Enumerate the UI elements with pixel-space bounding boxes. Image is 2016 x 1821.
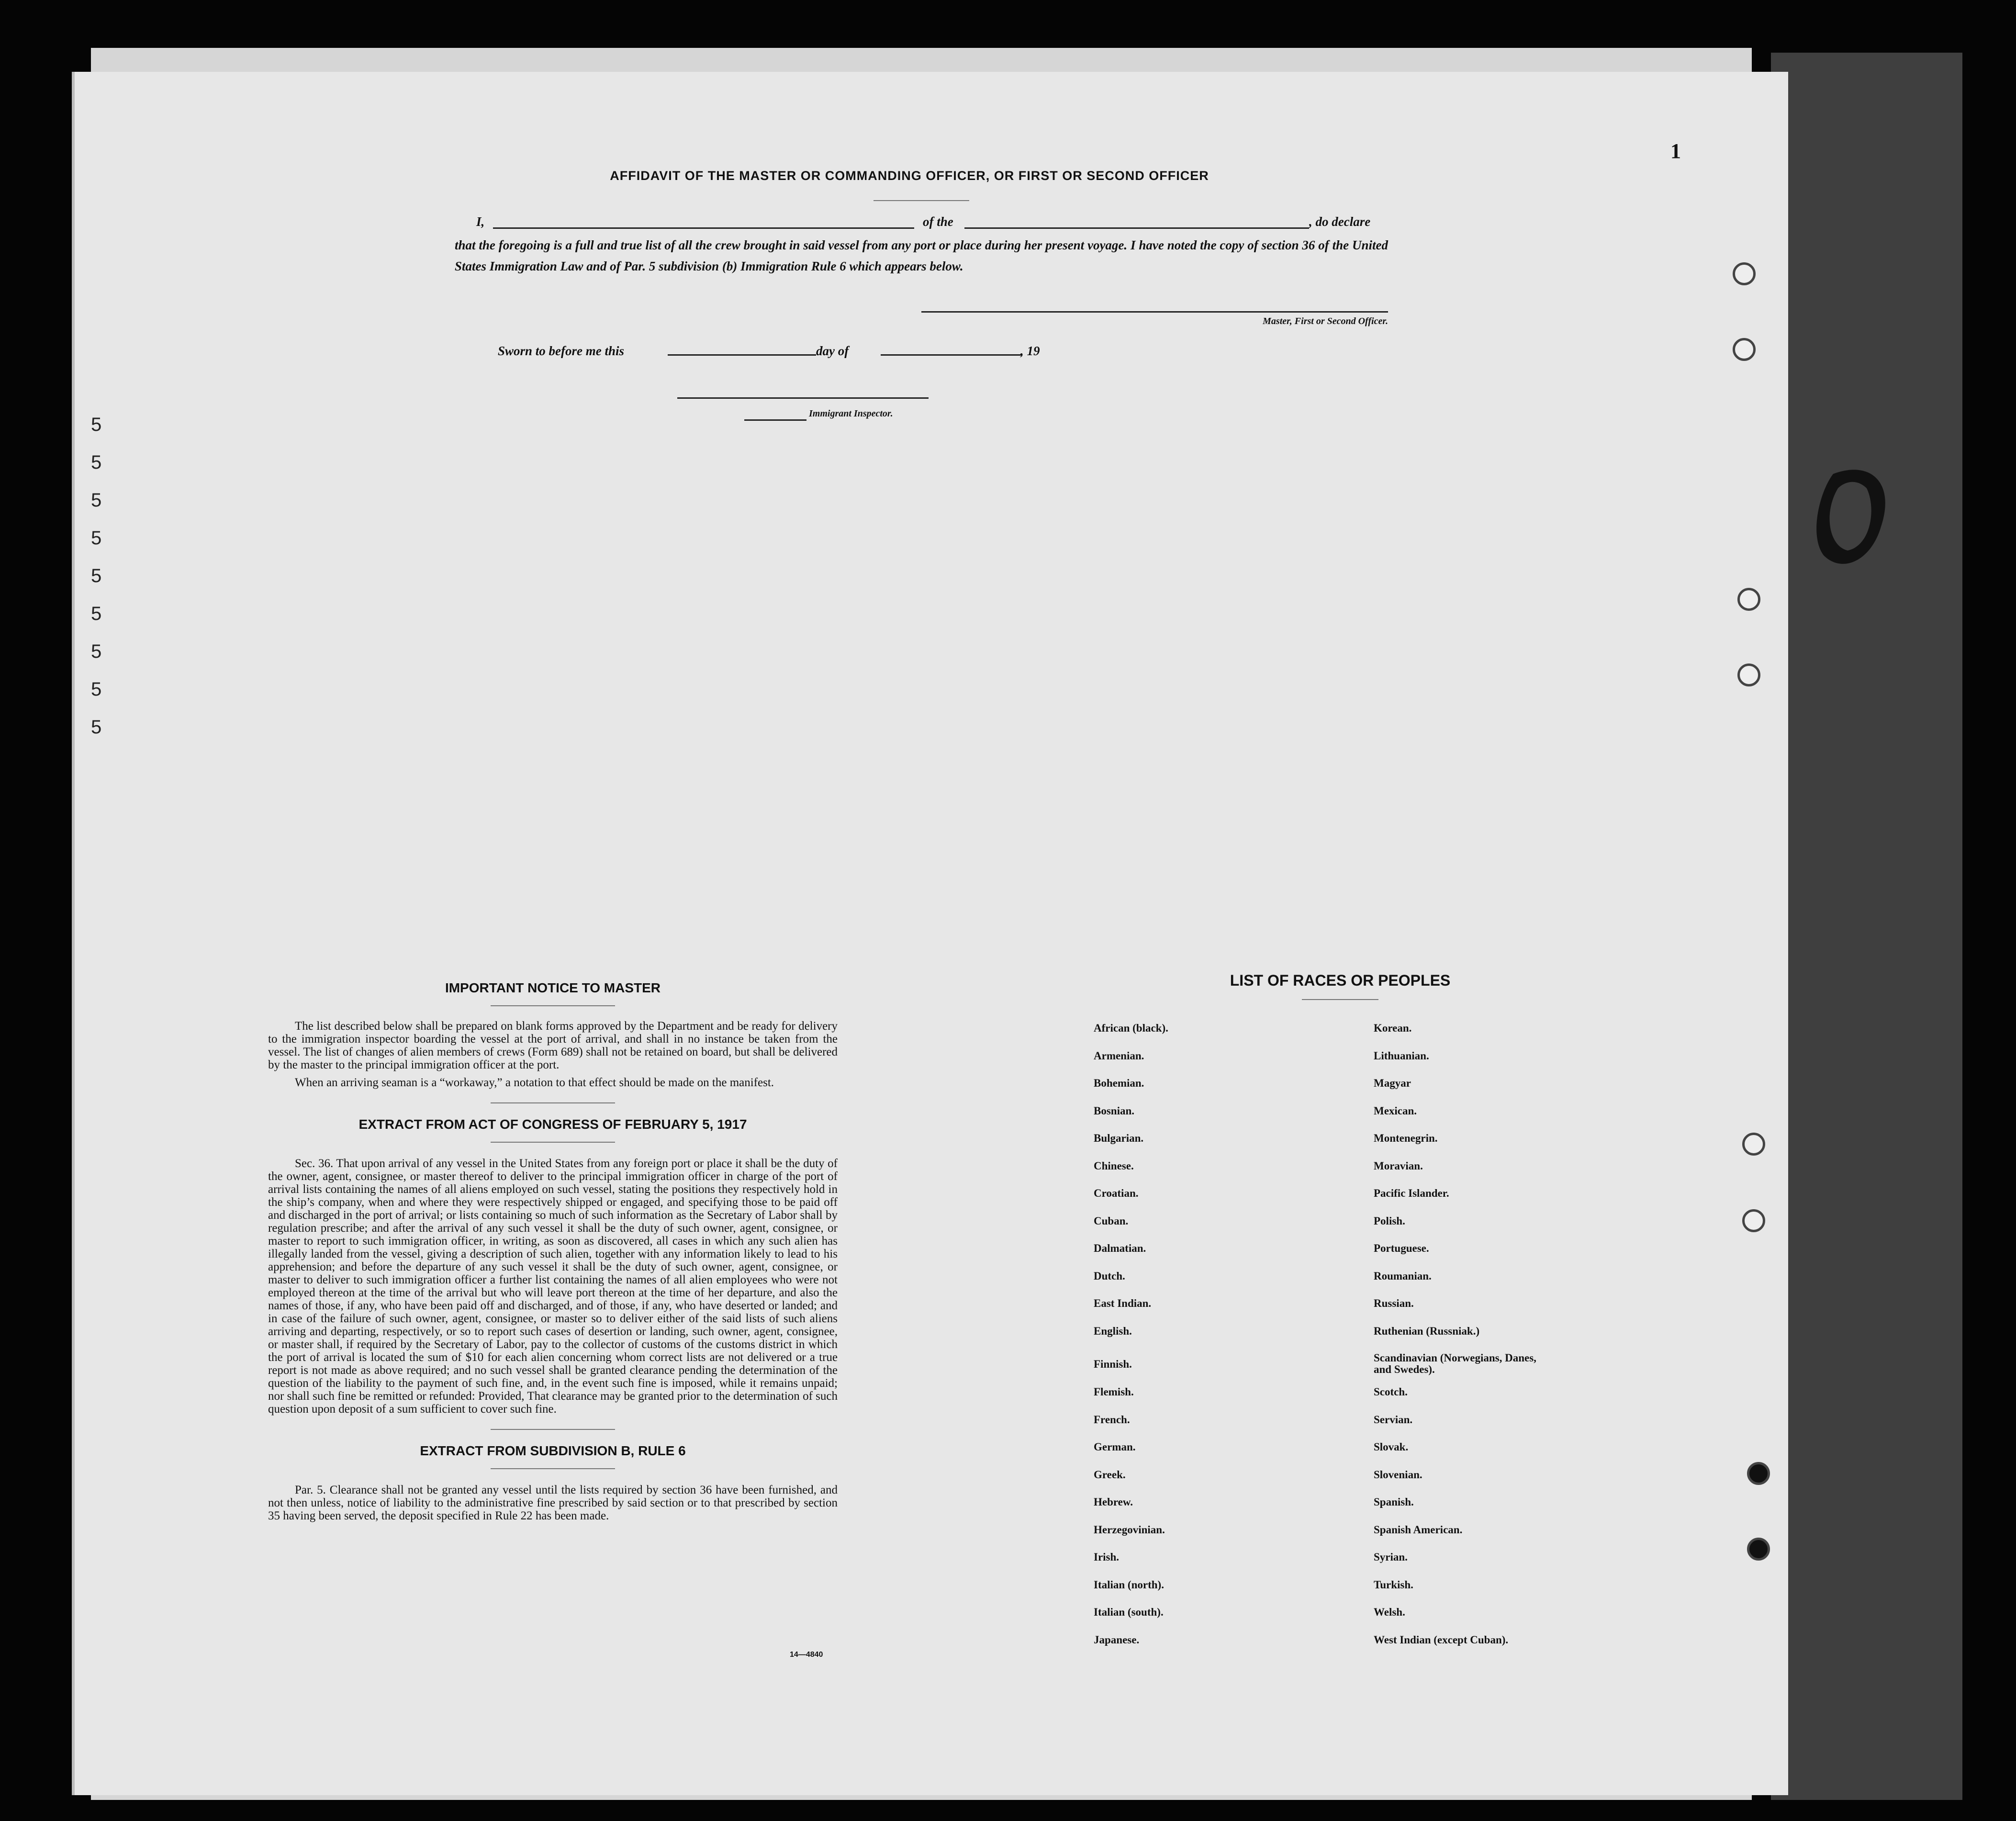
inspector-label: Immigrant Inspector. (809, 408, 893, 419)
binder-number: 5 (91, 452, 102, 473)
race-item: Dalmatian. (1094, 1242, 1146, 1254)
race-item: Bulgarian. (1094, 1132, 1144, 1144)
race-item: Hebrew. (1094, 1496, 1133, 1508)
race-item: West Indian (except Cuban). (1374, 1633, 1509, 1646)
inspector-short-line (744, 419, 806, 421)
race-item: Moravian. (1374, 1159, 1423, 1172)
handwritten-mark-icon (1804, 455, 1900, 598)
binder-number: 5 (91, 528, 102, 549)
race-item: Finnish. (1094, 1358, 1132, 1370)
sworn-day-of-label: day of (816, 344, 849, 358)
binder-hole-icon (1742, 1133, 1765, 1156)
race-item: Lithuanian. (1374, 1049, 1429, 1062)
race-item: Armenian. (1094, 1049, 1144, 1062)
race-item: Turkish. (1374, 1578, 1413, 1591)
divider (491, 1142, 615, 1143)
races-column-right (1374, 1022, 1594, 1661)
races-column-left (1094, 1022, 1314, 1661)
extract-rule-text: Par. 5. Clearance shall not be granted any vessel until the lists required by section 36 have been furnished, and not then unless, notice of liability to the administrative fine prescribed by said section or to that prescribed by section 35 having been served, the deposit specified in Rule 22 has been made. (268, 1484, 838, 1522)
race-item: Italian (north). (1094, 1578, 1164, 1591)
race-item: Cuban. (1094, 1214, 1129, 1227)
divider (874, 200, 969, 201)
background-sheet (1771, 53, 1962, 1800)
race-item: Mexican. (1374, 1104, 1417, 1117)
race-item: German. (1094, 1441, 1136, 1453)
race-item: Irish. (1094, 1551, 1120, 1563)
binder-number: 5 (91, 565, 102, 586)
affidavit-declare-label: , do declare (1309, 214, 1371, 229)
race-item: Scotch. (1374, 1386, 1408, 1398)
extract-act-heading: EXTRACT FROM ACT OF CONGRESS OF FEBRUARY 5, 1917 (358, 1117, 747, 1132)
sworn-year-label: , 19 (1020, 344, 1040, 358)
race-item: Dutch. (1094, 1270, 1125, 1282)
page-mark: 1 (1670, 139, 1681, 163)
affidavit-title: AFFIDAVIT OF THE MASTER OR COMMANDING OFFICER, OR FIRST OR SECOND OFFICER (610, 169, 1209, 183)
race-item: Portuguese. (1374, 1242, 1429, 1254)
sworn-month-line (881, 354, 1022, 356)
binder-number: 5 (91, 679, 102, 700)
vessel-blank-line (964, 227, 1309, 229)
inspector-signature-line (677, 397, 929, 399)
notice-paragraph: The list described below shall be prepared on blank forms approved by the Department and be ready for delivery to the immigration inspector boarding the vessel at the port of arrival, and shall in no instance be taken from the vessel. The list of changes of alien members of crews (Form 689) shall not be retained on board, but shall be delivered by the master to the principal immigration officer at the port. (268, 1020, 838, 1071)
binder-hole-icon (1733, 262, 1756, 285)
signature-label: Master, First or Second Officer. (1263, 316, 1388, 326)
race-item: East Indian. (1094, 1297, 1152, 1309)
binder-hole-icon (1747, 1538, 1770, 1561)
sworn-label: Sworn to before me this (498, 344, 625, 358)
binder-edge-numbers (91, 414, 110, 754)
race-item: Spanish. (1374, 1496, 1414, 1508)
race-item: Polish. (1374, 1214, 1405, 1227)
divider (491, 1102, 615, 1103)
race-item: Croatian. (1094, 1187, 1139, 1199)
race-item: Slovenian. (1374, 1468, 1422, 1481)
binder-hole-icon (1747, 1462, 1770, 1485)
race-item: French. (1094, 1413, 1130, 1426)
race-item: Chinese. (1094, 1159, 1134, 1172)
race-item: Spanish American. (1374, 1523, 1463, 1536)
race-item: Scandinavian (Norwegians, Danes, and Swedes). (1374, 1352, 1536, 1375)
affidavit-i-label: I, (476, 214, 485, 229)
affidavit-body: that the foregoing is a full and true list of all the crew brought in said vessel from any port or place during her present voyage. I have noted the copy of section 36 of the United States Immigration Law and of Par. 5 subdivision (b) Immigration Rule 6 which appears below. (455, 238, 1388, 273)
race-item: Russian. (1374, 1297, 1414, 1309)
binder-number: 5 (91, 603, 102, 624)
race-item: Pacific Islander. (1374, 1187, 1449, 1199)
race-item: Slovak. (1374, 1441, 1409, 1453)
binder-number: 5 (91, 490, 102, 511)
race-item: Korean. (1374, 1022, 1412, 1034)
binder-hole-icon (1737, 588, 1760, 611)
races-section (1077, 972, 1603, 1646)
binder-number: 5 (91, 641, 102, 662)
race-item: Servian. (1374, 1413, 1413, 1426)
extract-rule-heading: EXTRACT FROM SUBDIVISION B, RULE 6 (420, 1443, 686, 1458)
race-item: Bosnian. (1094, 1104, 1135, 1117)
divider (491, 1429, 615, 1430)
race-item: Welsh. (1374, 1606, 1405, 1618)
binder-hole-icon (1737, 663, 1760, 686)
divider (491, 1468, 615, 1469)
race-item: Ruthenian (Russniak.) (1374, 1325, 1480, 1337)
race-item: Syrian. (1374, 1551, 1408, 1563)
notice-heading: IMPORTANT NOTICE TO MASTER (445, 980, 661, 995)
race-item: Flemish. (1094, 1386, 1134, 1398)
binder-number: 5 (91, 717, 102, 738)
extract-act-text: Sec. 36. That upon arrival of any vessel in the United States from any foreign port or place it shall be the duty of the owner, agent, consignee, or master thereof to deliver to the principal immigration officer in charge of the port of arrival lists containing the names of all aliens employed on such vessel, stating the positions they respectively hold in the ship’s company, when and where they were respectively shipped or engaged, and specifying those to be paid off and discharged in the port of arrival; or lists containing so much of such information as the Secretary of Labor shall by regulation prescribe; and after the arrival of any such vessel it shall be the duty of such owner, agent, consignee, or master to report to such immigration officer, in writing, as soon as discovered, all cases in which any such alien has illegally landed from the vessel, giving a description of such alien, together with any information likely to lead to his apprehension; and before the departure of any such vessel it shall be the duty of such owner, agent, consignee, or master to deliver to such immigration officer a further list containing the names of all alien employees who were not employed thereon at the time of the arrival but who will leave port thereon at the time of her departure, and also the names of those, if any, who have been paid off and discharged, and of those, if any, who have deserted or landed; and in case of the failure of such owner, agent, consignee, or master so to deliver either of the said lists of such aliens arriving and departing, respectively, or so to report such cases of desertion or landing, such owner, agent, consignee, or master shall, if required by the Secretary of Labor, pay to the collector of customs of the customs district in which the port of arrival is located the sum of $10 for each alien concerning whom correct lists are not delivered or a true report is not made as above required; and no such vessel shall be granted clearance pending the determination of the question of the liability to the payment of such fine, and, in the event such fine is imposed, while it remains unpaid; nor shall such fine be remitted or refunded: Provided, That clearance may be granted prior to the determination of such question upon deposit of a sum sufficient to cover such fine. (268, 1157, 838, 1416)
name-blank-line (493, 227, 914, 229)
divider (1302, 999, 1378, 1000)
divider (491, 1005, 615, 1006)
races-heading: LIST OF RACES OR PEOPLES (1230, 972, 1451, 989)
binder-hole-icon (1742, 1209, 1765, 1232)
race-item: Roumanian. (1374, 1270, 1432, 1282)
binder-number: 5 (91, 414, 102, 435)
affidavit-of-the-label: of the (923, 214, 953, 229)
race-item: Montenegrin. (1374, 1132, 1438, 1144)
race-item: Greek. (1094, 1468, 1126, 1481)
race-item: Magyar (1374, 1077, 1411, 1089)
notice-section (268, 980, 838, 1522)
sworn-day-line (668, 354, 816, 356)
race-item: Bohemian. (1094, 1077, 1144, 1089)
race-item: Herzegovinian. (1094, 1523, 1165, 1536)
binder-hole-icon (1733, 338, 1756, 361)
race-item: Italian (south). (1094, 1606, 1164, 1618)
race-item: English. (1094, 1325, 1132, 1337)
race-item: Japanese. (1094, 1633, 1140, 1646)
race-item: African (black). (1094, 1022, 1168, 1034)
signature-line (921, 311, 1388, 313)
form-code: 14—4840 (790, 1651, 823, 1659)
notice-paragraph: When an arriving seaman is a “workaway,” a notation to that effect should be made on the manifest. (295, 1076, 774, 1089)
